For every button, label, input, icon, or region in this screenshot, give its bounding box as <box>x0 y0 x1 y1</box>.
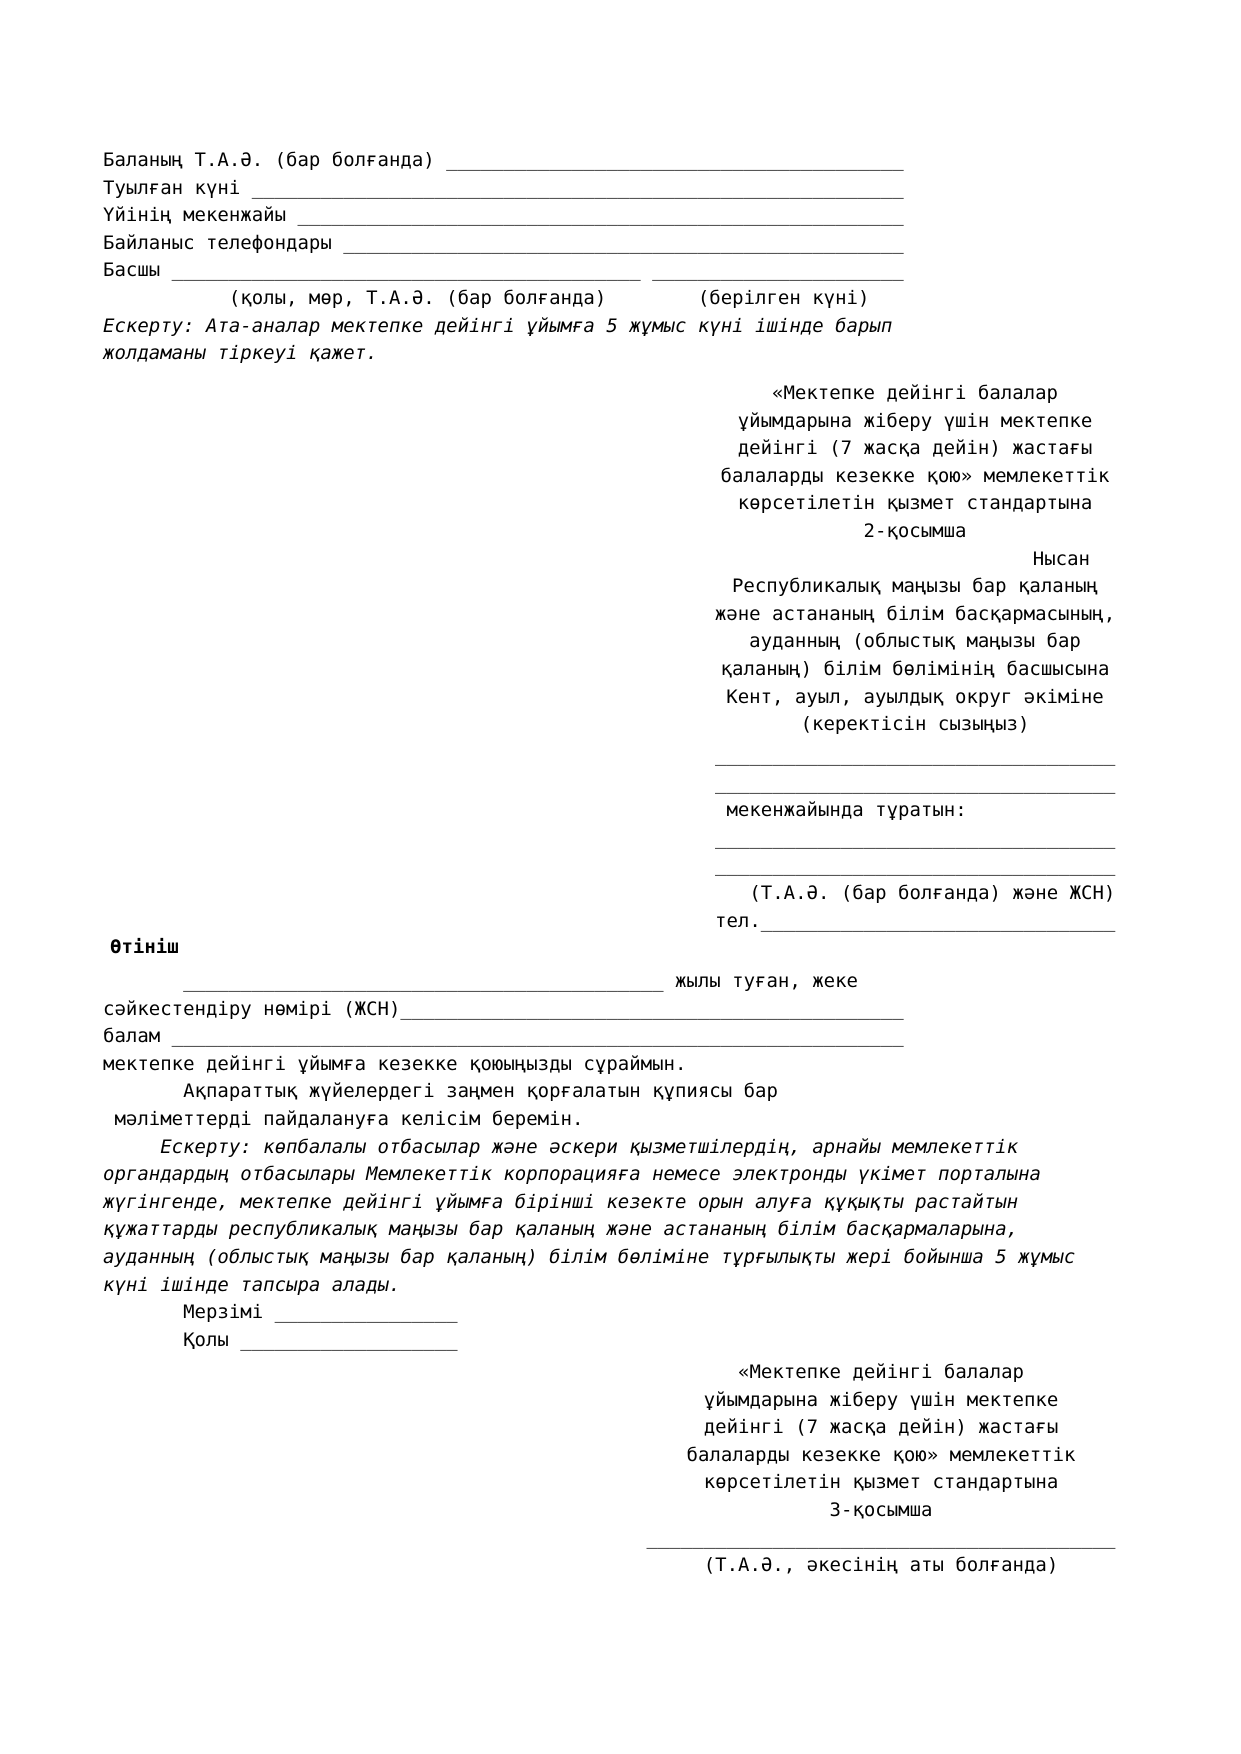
appendix2-heading <box>712 380 1118 739</box>
standard-line: ұйымдарына жіберу үшін мектепке <box>737 409 1093 432</box>
blank-line: ___________________________________ <box>715 854 1116 877</box>
field-child-name: Баланың Т.А.Ә. (бар болғанда) ________________________________________ <box>103 149 904 171</box>
addressee-line: Республикалық маңызы бар қаланың <box>731 575 1099 598</box>
priority-note-line: Ескерту: көпбалалы отбасылар және әскери қызметшілердің, арнайы мемлекеттік <box>103 1135 1019 1158</box>
child-info-fields <box>103 147 1163 368</box>
form-label: Нысан <box>1032 547 1090 570</box>
priority-note-line: жүгінгенде, мектепке дейінгі ұйымға бірінші кезекте орын алуға құқықты растайтын <box>103 1190 1019 1213</box>
priority-note-line: ауданның (облыстық маңызы бар қаланың) білім бөліміне тұрғылықты жері бойынша 5 жұмыс <box>103 1245 1076 1268</box>
phone-field: тел._______________________________ <box>715 909 1116 932</box>
birth-year-field: __________________________________________ жылы туған, жеке <box>103 970 858 992</box>
application-body <box>103 968 1203 1354</box>
standard-line: көрсетілетін қызмет стандартына <box>703 1471 1059 1494</box>
field-caption: (қолы, мөр, Т.А.Ә. (бар болғанда) (берілген күні) <box>103 286 870 309</box>
consent-line: мәліметтерді пайдалануға келісім беремін. <box>103 1107 584 1130</box>
addressee-underline-note: (керектісін сызыңыз) <box>800 713 1030 736</box>
standard-line: балаларды кезекке қою» мемлекеттік <box>686 1443 1076 1466</box>
child-field: балам ________________________________________________________________ <box>103 1025 904 1048</box>
standard-line: дейінгі (7 жасқа дейін) жастағы <box>703 1416 1059 1439</box>
applicant-address-block <box>715 742 1125 935</box>
request-line: мектепке дейінгі ұйымға кезекке қоюыңызды сұраймын. <box>103 1052 687 1075</box>
field-birth-date: Туылған күні _________________________________________________________ <box>103 176 904 199</box>
date-field: Мерзімі ________________ <box>103 1301 458 1324</box>
blank-line: _________________________________________ <box>646 1526 1116 1549</box>
field-contact-phones: Байланыс телефондары _________________________________________________ <box>103 231 904 254</box>
voucher-note-line: Ескерту: Ата-аналар мектепке дейінгі ұйымға 5 жұмыс күні ішінде барып <box>103 314 893 337</box>
consent-line: Ақпараттық жүйелердегі заңмен қорғалатын құпиясы бар <box>103 1080 778 1103</box>
father-name-caption: (Т.А.Ә., әкесінің аты болғанда) <box>703 1554 1059 1577</box>
addressee-line: қаланың) білім бөлімінің басшысына <box>720 657 1110 680</box>
field-home-address: Үйінің мекенжайы _____________________________________________________ <box>103 204 904 227</box>
standard-line: «Мектепке дейінгі балалар <box>738 1361 1024 1383</box>
field-head: Басшы _________________________________________ ______________________ <box>103 259 904 282</box>
priority-note-line: органдардың отбасылары Мемлекеттік корпорацияға немесе электронды үкімет порталына <box>103 1163 1041 1186</box>
appendix3-number: 3-қосымша <box>829 1498 933 1521</box>
standard-line: «Мектепке дейінгі балалар <box>772 382 1058 404</box>
addressee-line: және астананың білім басқармасының, <box>714 602 1116 625</box>
voucher-note-line: жолдаманы тіркеуі қажет. <box>103 342 378 365</box>
standard-line: көрсетілетін қызмет стандартына <box>737 492 1093 515</box>
priority-note-line: күні ішінде тапсыра алады. <box>103 1273 401 1296</box>
blank-line: ___________________________________ <box>715 771 1116 794</box>
iin-field: сәйкестендіру нөмірі (ЖСН)____________________________________________ <box>103 997 904 1020</box>
standard-line: балаларды кезекке қою» мемлекеттік <box>720 464 1110 487</box>
priority-note-line: құжаттарды республикалық маңызы бар қаланың және астананың білім басқармаларына, <box>103 1218 1019 1241</box>
signature-field: Қолы ___________________ <box>103 1328 458 1351</box>
standard-line: ұйымдарына жіберу үшін мектепке <box>703 1388 1059 1411</box>
addressee-line: Кент, ауыл, ауылдық округ әкіміне <box>726 685 1104 708</box>
name-iin-caption: (Т.А.Ә. (бар болғанда) және ЖСН) <box>715 881 1116 904</box>
blank-line: ___________________________________ <box>715 826 1116 849</box>
appendix2-number: 2-қосымша <box>863 519 967 542</box>
blank-line: ___________________________________ <box>715 744 1116 766</box>
standard-line: дейінгі (7 жасқа дейін) жастағы <box>737 437 1093 460</box>
application-title: Өтініш <box>110 936 179 958</box>
residing-at-label: мекенжайында тұратын: <box>715 799 967 822</box>
addressee-line: ауданның (облыстық маңызы бар <box>749 630 1081 653</box>
appendix3-heading <box>645 1359 1117 1580</box>
